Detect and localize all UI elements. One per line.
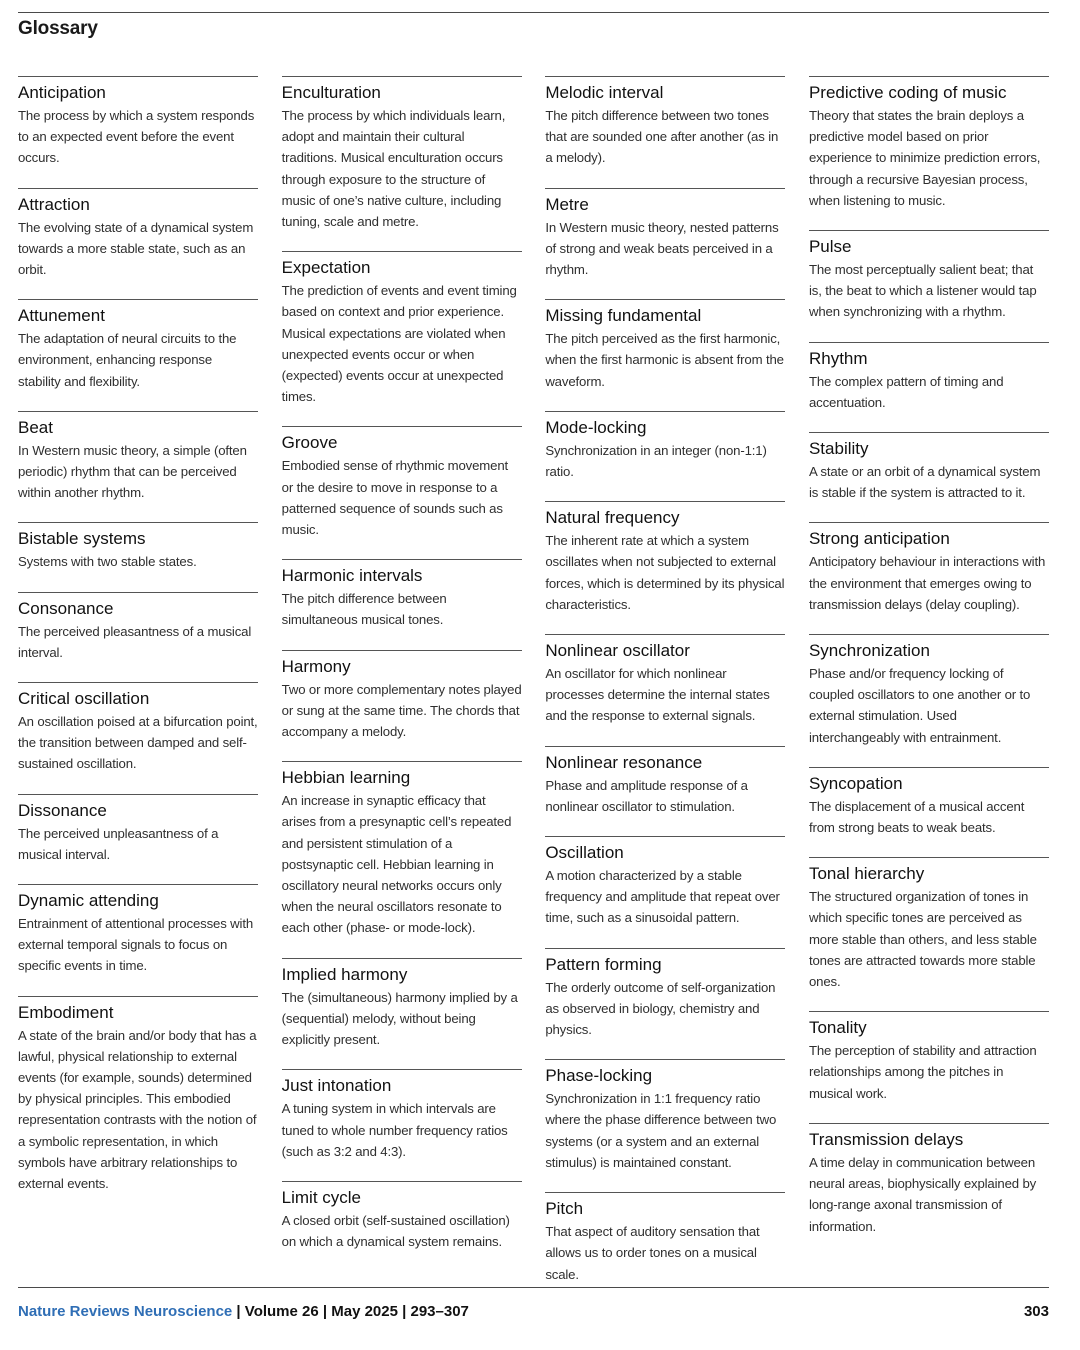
- glossary-definition: The process by which a system responds to an expected event before the event occurs.: [18, 108, 255, 166]
- glossary-entry: [18, 996, 258, 1195]
- glossary-definition: Synchronization in an integer (non-1:1) ratio.: [545, 442, 767, 480]
- glossary-definition: The displacement of a musical accent from strong beats to weak beats.: [808, 798, 1025, 836]
- glossary-entry: [18, 592, 258, 663]
- glossary-entry: [545, 188, 785, 281]
- glossary-entry: [545, 634, 785, 727]
- glossary-definition: In Western music theory, a simple (often periodic) rhythm that can be perceived within another rhythm.: [18, 442, 247, 501]
- glossary-term: Just intonation: [281, 1076, 392, 1096]
- glossary-term: Expectation: [281, 258, 371, 278]
- glossary-definition: Phase and/or frequency locking of coupled oscillators to one another or to external stimulation. Used interchangeably with entrainment.: [808, 666, 1031, 745]
- glossary-definition: The inherent rate at which a system oscillates when not subjected to external forces, which is determined by its physical characteristics.: [545, 533, 785, 612]
- glossary-entry: [809, 857, 1049, 992]
- glossary-definition: A time delay in communication between neural areas, biophysically explained by long-range axonal transmission of information.: [808, 1154, 1037, 1234]
- glossary-entry: [545, 299, 785, 392]
- glossary-term: Metre: [545, 194, 589, 214]
- glossary-entry: [809, 634, 1049, 748]
- glossary-term: Harmonic intervals: [281, 566, 423, 586]
- glossary-entry: [809, 76, 1049, 211]
- glossary-entry: [282, 426, 522, 540]
- glossary-term: Tonal hierarchy: [808, 864, 925, 884]
- bottom-rule: [18, 1287, 1049, 1288]
- glossary-definition: A closed orbit (self-sustained oscillation) on which a dynamical system remains.: [281, 1212, 510, 1250]
- glossary-term: Synchronization: [808, 641, 930, 661]
- glossary-term: Anticipation: [18, 83, 106, 102]
- glossary-column: [809, 76, 1049, 1304]
- glossary-term: Stability: [808, 439, 869, 459]
- glossary-term: Rhythm: [808, 348, 868, 368]
- glossary-definition: The adaptation of neural circuits to the environment, enhancing response stability and flexibility.: [18, 331, 237, 389]
- glossary-definition: A tuning system in which intervals are tuned to whole number frequency ratios (such as 3:2 and 4:3).: [281, 1101, 508, 1159]
- glossary-entry: [809, 1123, 1049, 1237]
- glossary-term: Dynamic attending: [18, 891, 159, 911]
- glossary-entry: [282, 650, 522, 743]
- glossary-definition: The evolving state of a dynamical system towards a more stable state, such as an orbit.: [18, 219, 254, 278]
- glossary-definition: Theory that states the brain deploys a predictive model based on prior experience to minimize prediction errors, through a recursive Bayesian process, when listening to music.: [808, 108, 1041, 208]
- glossary-term: Pitch: [545, 1199, 584, 1219]
- glossary-term: Beat: [18, 417, 53, 437]
- glossary-column: [282, 76, 522, 1304]
- glossary-term: Hebbian learning: [281, 768, 411, 788]
- glossary-term: Phase-locking: [545, 1066, 653, 1086]
- issue-details: | Volume 26 | May 2025 | 293–307: [232, 1303, 469, 1320]
- glossary-entry: [18, 682, 258, 775]
- glossary-definition: Entrainment of attentional processes with external temporal signals to focus on specific events in time.: [18, 916, 254, 974]
- glossary-entry: [545, 411, 785, 482]
- glossary-definition: The perceived unpleasantness of a musical interval.: [18, 825, 219, 862]
- glossary-definition: The pitch perceived as the first harmonic, when the first harmonic is absent from the waveform.: [545, 331, 784, 389]
- glossary-term: Consonance: [18, 598, 114, 618]
- glossary-definition: The perception of stability and attraction relationships among the pitches in musical work.: [808, 1043, 1037, 1101]
- glossary-definition: The structured organization of tones in which specific tones are perceived as more stable than others, and less stable tones are attracted towards more stable ones.: [808, 889, 1037, 990]
- glossary-entry: [18, 411, 258, 504]
- glossary-term: Implied harmony: [281, 964, 408, 984]
- glossary-entry: [545, 746, 785, 817]
- glossary-term: Dissonance: [18, 800, 107, 820]
- glossary-entry: [809, 342, 1049, 413]
- glossary-definition: Phase and amplitude response of a nonlinear oscillator to stimulation.: [545, 777, 748, 814]
- glossary-term: Enculturation: [281, 83, 381, 102]
- glossary-entry: [282, 761, 522, 938]
- glossary-definition: Two or more complementary notes played or sung at the same time. The chords that accompany a melody.: [281, 681, 522, 740]
- glossary-term: Attunement: [18, 306, 105, 326]
- glossary-entry: [282, 958, 522, 1051]
- journal-name[interactable]: Nature Reviews Neuroscience: [18, 1303, 233, 1320]
- glossary-definition: Synchronization in 1:1 frequency ratio where the phase difference between two systems (or a system and an external stimulus) is maintained constant.: [545, 1091, 777, 1170]
- glossary-entry: [545, 836, 785, 929]
- glossary-entry: [545, 76, 785, 169]
- glossary-definition: The most perceptually salient beat; that is, the beat to which a listener would tap when synchronizing with a rhythm.: [808, 262, 1037, 320]
- glossary-definition: The pitch difference between two tones that are sounded one after another (as in a melody).: [545, 108, 779, 166]
- glossary-term: Groove: [281, 433, 338, 453]
- glossary-definition: A motion characterized by a stable frequency and amplitude that repeat over time, such as a sinusoidal pattern.: [545, 868, 780, 926]
- glossary-entry: [282, 76, 522, 232]
- glossary-definition: The prediction of events and event timing based on context and prior experience. Musical expectations are violated when unexpected events occur or when (expected) events occur at unexpected times.: [281, 283, 517, 405]
- glossary-definition: A state of the brain and/or body that has a lawful, physical relationship to external events (for example, sounds) determined by physical principles. This embodied representation contrasts with the notion of a symbolic representation, in which symbols have arbitrary relationships to external events.: [18, 1027, 257, 1192]
- glossary-definition: The process by which individuals learn, adopt and maintain their cultural traditions. Musical enculturation occurs through exposure to the structure of music of one’s native culture, including tuning, scale and metre.: [281, 108, 506, 230]
- glossary-term: Strong anticipation: [808, 529, 950, 549]
- glossary-term: Missing fundamental: [545, 306, 702, 326]
- glossary-definition: Embodied sense of rhythmic movement or the desire to move in response to a patterned sequence of sounds such as music.: [281, 458, 509, 538]
- glossary-entry: [545, 1192, 785, 1285]
- glossary-entry: [545, 501, 785, 615]
- glossary-entry: [18, 522, 258, 572]
- glossary-entry: [809, 432, 1049, 503]
- glossary-term: Natural frequency: [545, 508, 680, 528]
- glossary-term: Nonlinear oscillator: [545, 641, 690, 661]
- footer-citation: [18, 1303, 469, 1320]
- glossary-definition: The perceived pleasantness of a musical interval.: [18, 623, 252, 660]
- glossary-term: Tonality: [808, 1018, 867, 1038]
- glossary-entry: [18, 884, 258, 977]
- glossary-term: Mode-locking: [545, 417, 647, 437]
- glossary-term: Critical oscillation: [18, 689, 150, 709]
- glossary-term: Nonlinear resonance: [545, 752, 703, 772]
- glossary-definition: The complex pattern of timing and accentuation.: [808, 373, 1004, 410]
- glossary-entry: [18, 188, 258, 281]
- glossary-term: Pulse: [808, 237, 852, 257]
- glossary-entry: [545, 948, 785, 1041]
- glossary-entry: [809, 522, 1049, 615]
- glossary-columns: [18, 76, 1049, 1304]
- page-number: 303: [1023, 1303, 1049, 1320]
- glossary-term: Bistable systems: [18, 529, 146, 549]
- glossary-term: Harmony: [281, 656, 351, 676]
- glossary-definition: That aspect of auditory sensation that allows us to order tones on a musical scale.: [545, 1224, 760, 1282]
- glossary-term: Oscillation: [545, 843, 624, 863]
- glossary-definition: An increase in synaptic efficacy that arises from a presynaptic cell’s repeated and persistent stimulation of a postsynaptic cell. Hebbian learning in oscillatory neural networks occurs only when the neural oscillators resonate to each other (phase- or mode-lock).: [281, 793, 512, 936]
- page-title: Glossary: [18, 18, 98, 39]
- glossary-entry: [18, 794, 258, 865]
- glossary-term: Predictive coding of music: [808, 83, 1007, 102]
- glossary-term: Pattern forming: [545, 954, 662, 974]
- glossary-entry: [282, 559, 522, 630]
- glossary-entry: [18, 76, 258, 169]
- glossary-term: Transmission delays: [808, 1129, 964, 1149]
- glossary-definition: Anticipatory behaviour in interactions with the environment that emerges owing to transmission delays (delay coupling).: [808, 554, 1046, 612]
- glossary-definition: The orderly outcome of self-organization as observed in biology, chemistry and physics.: [545, 979, 776, 1038]
- glossary-definition: An oscillation poised at a bifurcation point, the transition between damped and self-sustained oscillation.: [18, 714, 258, 772]
- glossary-column: [545, 76, 785, 1304]
- glossary-term: Melodic interval: [545, 83, 664, 102]
- glossary-term: Attraction: [18, 194, 90, 214]
- glossary-definition: An oscillator for which nonlinear processes determine the internal states and the response to external signals.: [545, 666, 770, 724]
- glossary-entry: [18, 299, 258, 392]
- glossary-definition: The pitch difference between simultaneous musical tones.: [281, 591, 447, 628]
- glossary-entry: [809, 767, 1049, 838]
- glossary-entry: [809, 230, 1049, 323]
- glossary-definition: A state or an orbit of a dynamical system is stable if the system is attracted to it.: [808, 464, 1041, 501]
- glossary-column: [18, 76, 258, 1304]
- glossary-entry: [282, 251, 522, 407]
- glossary-definition: In Western music theory, nested patterns of strong and weak beats perceived in a rhythm.: [545, 219, 779, 278]
- glossary-entry: [282, 1181, 522, 1252]
- glossary-term: Embodiment: [18, 1002, 114, 1022]
- glossary-definition: Systems with two stable states.: [18, 554, 197, 570]
- glossary-entry: [809, 1011, 1049, 1104]
- glossary-entry: [282, 1069, 522, 1162]
- glossary-term: Limit cycle: [281, 1187, 362, 1207]
- glossary-definition: The (simultaneous) harmony implied by a (sequential) melody, without being explicitly present.: [281, 989, 518, 1048]
- glossary-entry: [545, 1059, 785, 1173]
- top-rule: [18, 12, 1049, 13]
- glossary-term: Syncopation: [808, 773, 903, 793]
